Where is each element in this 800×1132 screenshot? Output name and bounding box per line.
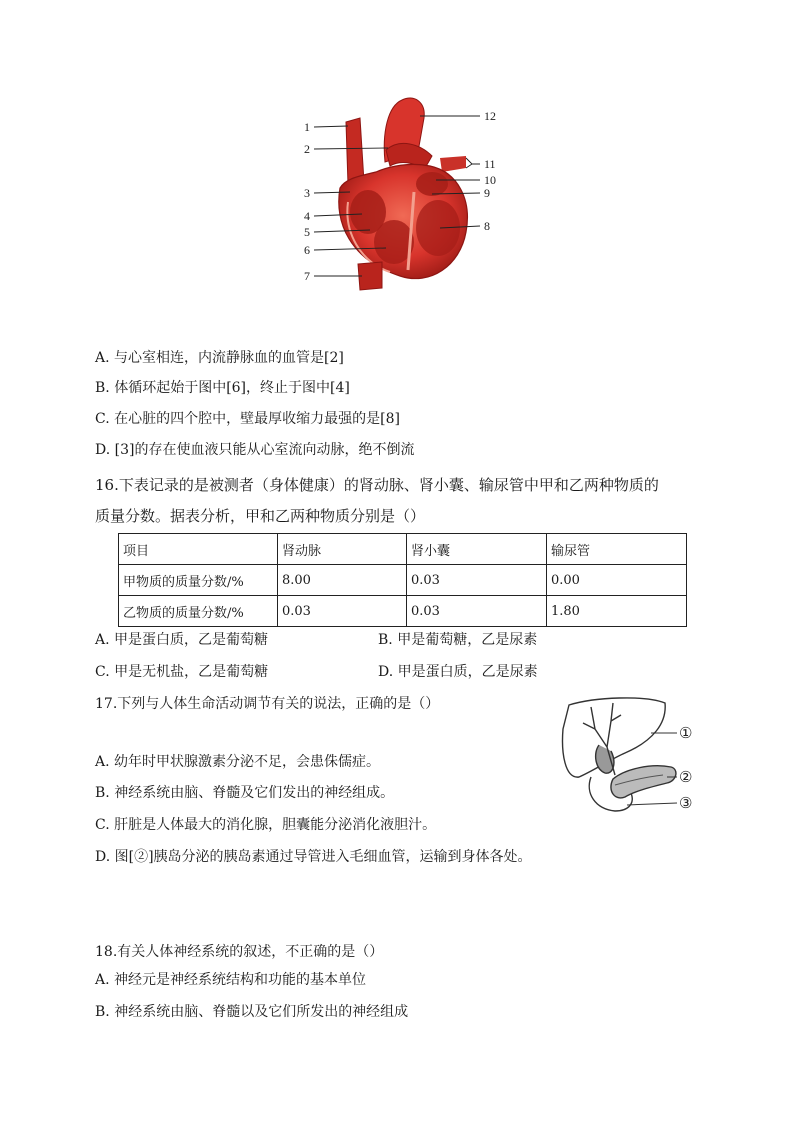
heart-label-4: 4	[304, 209, 310, 223]
q16-table	[118, 533, 687, 627]
organ-label-2: ②	[679, 770, 693, 786]
table-cell: 甲物质的质量分数/%	[119, 565, 278, 596]
table-cell: 1.80	[547, 596, 687, 627]
q17-option-d: D. 图[②]胰岛分泌的胰岛素通过导管进入毛细血管，运输到身体各处。	[95, 849, 532, 865]
table-row	[119, 565, 687, 596]
heart-diagram	[290, 92, 510, 292]
table-header-cell: 肾小囊	[407, 534, 547, 565]
table-cell: 8.00	[278, 565, 407, 596]
table-cell: 0.03	[407, 596, 547, 627]
superior-vena-cava	[346, 118, 364, 184]
table-header-cell: 肾动脉	[278, 534, 407, 565]
q15-option-c: C. 在心脏的四个腔中，壁最厚收缩力最强的是[8]	[95, 411, 400, 427]
q16-stem-line2: 质量分数。据表分析，甲和乙两种物质分别是（）	[95, 507, 426, 525]
table-row	[119, 596, 687, 627]
table-header-cell: 项目	[119, 534, 278, 565]
organ-label-3: ③	[679, 796, 693, 812]
q16-option-a: A. 甲是蛋白质，乙是葡萄糖	[95, 632, 269, 648]
table-header-row	[119, 534, 687, 565]
heart-label-10: 10	[484, 173, 496, 187]
organ-label-1: ①	[679, 726, 693, 742]
q15-option-d: D. [3]的存在使血液只能从心室流向动脉，绝不倒流	[95, 442, 415, 458]
heart-label-6: 6	[304, 243, 310, 257]
heart-label-7: 7	[304, 269, 310, 283]
pancreas	[611, 766, 676, 798]
table-cell: 0.00	[547, 565, 687, 596]
heart-label-3: 3	[304, 186, 310, 200]
table-header-cell: 输尿管	[547, 534, 687, 565]
q16-option-c: C. 甲是无机盐，乙是葡萄糖	[95, 664, 269, 680]
heart-label-5: 5	[304, 225, 310, 239]
q18-option-a: A. 神经元是神经系统结构和功能的基本单位	[95, 972, 367, 988]
heart-label-9: 9	[484, 186, 490, 200]
left-atrium	[416, 172, 448, 196]
heart-label-11: 11	[484, 157, 496, 171]
q16-stem-line1: 16.下表记录的是被测者（身体健康）的肾动脉、肾小囊、输尿管中甲和乙两种物质的	[95, 476, 659, 494]
q16-option-b: B. 甲是葡萄糖，乙是尿素	[378, 632, 538, 648]
q16-option-d: D. 甲是蛋白质，乙是尿素	[378, 664, 538, 680]
heart-label-2: 2	[304, 142, 310, 156]
q15-option-a: A. 与心室相连，内流静脉血的血管是[2]	[95, 350, 344, 366]
q18-stem: 18.有关人体神经系统的叙述，不正确的是（）	[95, 944, 384, 960]
table-cell: 乙物质的质量分数/%	[119, 596, 278, 627]
table-cell: 0.03	[407, 565, 547, 596]
heart-label-8: 8	[484, 219, 490, 233]
heart-label-12: 12	[484, 109, 496, 123]
table-cell: 0.03	[278, 596, 407, 627]
heart-label-1: 1	[304, 120, 310, 134]
q15-option-b: B. 体循环起始于图中[6]，终止于图中[4]	[95, 380, 350, 396]
q17-option-c: C. 肝脏是人体最大的消化腺，胆囊能分泌消化液胆汁。	[95, 817, 437, 833]
q17-option-b: B. 神经系统由脑、脊髓及它们发出的神经组成。	[95, 785, 395, 801]
q17-option-a: A. 幼年时甲状腺激素分泌不足，会患侏儒症。	[95, 754, 381, 770]
q18-option-b: B. 神经系统由脑、脊髓以及它们所发出的神经组成	[95, 1004, 409, 1020]
digestive-organs-diagram	[555, 693, 705, 825]
pulmonary-vein	[440, 156, 466, 172]
left-ventricle	[416, 200, 460, 256]
q17-stem: 17.下列与人体生命活动调节有关的说法，正确的是（）	[95, 696, 440, 712]
